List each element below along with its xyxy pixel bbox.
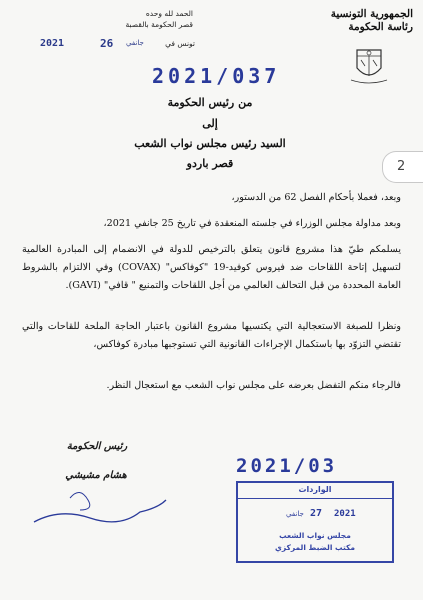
- issue-date-year: 2021: [40, 38, 65, 49]
- received-stamp-month: جانفي: [286, 510, 304, 518]
- reference-stamp: 2021/037: [152, 64, 281, 88]
- received-stamp-org: مجلس نواب الشعب: [279, 531, 351, 540]
- address-recipient: السيد رئيس مجلس نواب الشعب: [134, 137, 286, 150]
- received-stamp-number: 2021/03: [236, 455, 338, 477]
- page-number: 2: [397, 159, 406, 174]
- received-stamp-label: الواردات: [238, 485, 392, 499]
- signature-title: رئيس الحكومة: [66, 441, 128, 452]
- address-location: قصر باردو: [186, 157, 234, 170]
- address-from: من رئيس الحكومة: [167, 96, 253, 109]
- received-stamp-office: مكتب الضبط المركزي: [274, 543, 356, 552]
- page-number-tab[interactable]: [382, 151, 423, 183]
- address-to: إلى: [202, 117, 218, 130]
- header-republic: الجمهورية التونسية: [330, 8, 413, 20]
- signature-name: هشام مشيشي: [65, 470, 127, 481]
- header-basmala: الحمد لله وحده: [145, 9, 193, 18]
- header-palace: قصر الحكومة بالقصبة: [125, 20, 193, 29]
- header-issuer: [263, 8, 413, 34]
- body-paragraph-2: وبعد مداولة مجلس الوزراء في جلسته المنعقدة في تاريخ 25 جانفي 2021،: [103, 218, 401, 229]
- body-text: [22, 190, 401, 205]
- tunisia-emblem-icon: [343, 44, 395, 84]
- issue-date-month: جانفي: [126, 39, 144, 47]
- issue-date-label: تونس في: [165, 39, 195, 48]
- body-paragraph-4: ونظرا للصبغة الاستعجالية التي يكتسيها مشروع القانون باعتبار الحاجة الملحة للقاحات والتي تقتضي التزوّد بها باستكمال الإجراءات القانونية التي تستوجبها مبادرة كوفاكس،: [22, 321, 401, 350]
- body-paragraph-1: وبعد، فعملا بأحكام الفصل 62 من الدستور،: [231, 192, 401, 203]
- signature-scribble-icon: [30, 478, 170, 528]
- header-place: [38, 8, 193, 30]
- body-paragraph-5: فالرجاء منكم التفضل بعرضه على مجلس نواب الشعب مع استعجال النظر.: [106, 380, 401, 391]
- body-text-2: [22, 216, 401, 231]
- body-text-3: [22, 241, 401, 295]
- body-text-5: [22, 378, 401, 393]
- header-presidency: رئاسة الحكومة: [348, 21, 413, 33]
- issue-date-day: 26: [100, 37, 114, 50]
- issue-date: [40, 38, 195, 52]
- body-text-4: [22, 318, 401, 354]
- body-paragraph-3: يسلمكم طيّ هذا مشروع قانون يتعلق بالترخيص للدولة في الانضمام إلى المبادرة العالمية لتسهيل إتاحة اللقاحات ضد فيروس كوفيد-19 "كوفاكس" (COVAX) وفي الالتزام بالشروط العامة المحددة من قبل التحالف العالمي من أجل اللقاحات والتمنيع " قافي" (GAVI).: [22, 244, 401, 291]
- received-stamp-year: 2021: [334, 509, 356, 519]
- received-stamp-box: [236, 481, 394, 563]
- received-stamp-day: 27: [310, 508, 323, 519]
